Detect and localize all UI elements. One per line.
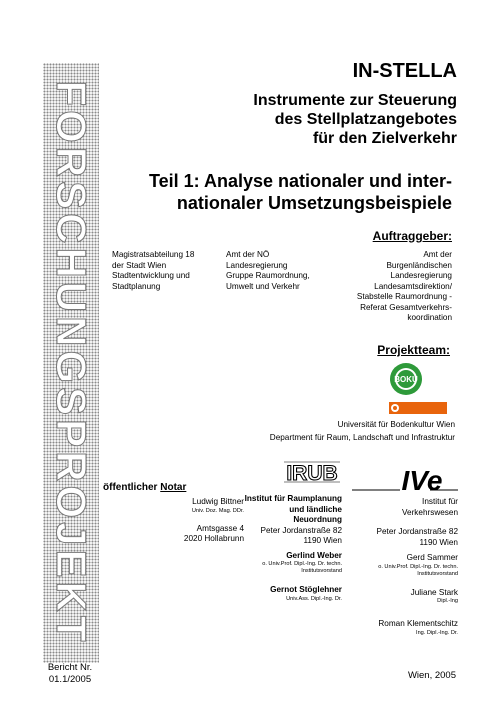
ive-person-1-title: o. Univ.Prof. Dipl.-Ing. Dr. techn. <box>378 563 458 570</box>
client-col-2-line: Gruppe Raumordnung, <box>226 271 310 280</box>
ive-address-2: 1190 Wien <box>419 537 458 547</box>
boku-logo <box>386 360 450 416</box>
client-col-2-line: Umwelt und Verkehr <box>226 281 300 291</box>
client-col-3-line: koordination <box>407 313 452 322</box>
notary-block <box>100 497 244 545</box>
irub-person-2-name: Gernot Stöglehner <box>270 585 342 594</box>
subtitle-line-2: des Stellplatzangebotes <box>274 111 457 128</box>
client-col-3-line: Amt der <box>423 250 452 259</box>
ive-person-2-name: Juliane Stark <box>410 587 458 597</box>
irub-logo-graphic <box>284 456 340 488</box>
client-col-1 <box>112 250 224 292</box>
irub-logo <box>284 456 340 488</box>
team-heading: Projektteam: <box>377 343 450 357</box>
client-col-3-line: Burgenländischen <box>386 260 452 270</box>
ive-logo-graphic <box>350 462 460 496</box>
notary-address-2: 2020 Hollabrunn <box>183 534 244 543</box>
ive-block <box>328 497 458 637</box>
notary-heading <box>103 482 186 493</box>
side-band-text: FORSCHUNGSPROJEKT <box>48 80 95 646</box>
subtitle-line-3: für den Zielverkehr <box>312 130 457 147</box>
client-col-1-line: Magistratsabteilung 18 <box>112 250 195 259</box>
irub-logo-text: IRUB <box>286 462 338 485</box>
university-name: Universität für Bodenkultur Wien <box>337 420 455 429</box>
ive-person-1-title: Institutsvorstand <box>417 570 458 577</box>
report-number <box>38 662 102 686</box>
place-date: Wien, 2005 <box>407 670 456 681</box>
client-col-3-line: Landesamtsdirektion/ <box>374 281 452 291</box>
irub-address-2: 1190 Wien <box>303 536 342 545</box>
boku-logo-graphic <box>386 360 450 416</box>
client-col-1-line: Stadtentwicklung und <box>112 271 190 280</box>
client-col-3-line: Referat Gesamtverkehrs- <box>360 302 452 312</box>
irub-person-2-title: Univ.Ass. Dipl.-Ing. Dr. <box>286 595 342 602</box>
ive-logo <box>350 462 460 496</box>
irub-person-1-title: Institutsvorstand <box>301 568 342 574</box>
ive-person-3-name: Roman Klementschitz <box>378 619 458 628</box>
client-heading: Auftraggeber: <box>372 229 452 243</box>
client-col-3-line: Stabstelle Raumordnung - <box>356 292 452 301</box>
client-col-3 <box>332 250 452 324</box>
main-title: IN-STELLA <box>352 60 457 82</box>
notary-title: Univ. Doz. Mag. DDr. <box>191 507 244 514</box>
notary-heading-prefix: öffentlicher <box>103 482 158 493</box>
ive-person-3-title: Ing. Dipl.-Ing. Dr. <box>416 629 458 636</box>
ive-person-1-name: Gerd Sammer <box>406 553 458 562</box>
subtitle-line-1: Instrumente zur Steuerung <box>253 92 457 109</box>
side-band <box>43 63 99 663</box>
irub-line-1: Institut für Raumplanung <box>244 494 342 503</box>
university-block <box>195 420 455 443</box>
irub-person-1-title: o. Univ.Prof. Dipl.-Ing. Dr. techn. <box>262 561 342 567</box>
part-title-line-2: nationaler Umsetzungsbeispiele <box>176 193 452 213</box>
irub-address-1: Peter Jordanstraße 82 <box>260 525 342 535</box>
department-name: Department für Raum, Landschaft und Infrastruktur <box>269 432 455 442</box>
irub-person-1-name: Gerlind Weber <box>286 550 342 560</box>
notary-heading-notar: Notar <box>160 482 187 493</box>
ive-person-2-title: Dipl.-Ing <box>437 598 458 604</box>
client-col-2-line: Amt der NÖ <box>226 250 270 259</box>
notary-name: Ludwig Bittner <box>192 497 244 506</box>
report-number-value: 01.1/2005 <box>48 674 92 685</box>
client-col-2-line: Landesregierung <box>226 260 288 270</box>
ive-line-2: Verkehrswesen <box>402 507 458 517</box>
boku-logo-text: BOKU <box>394 375 418 384</box>
ive-line-1: Institut für <box>422 497 458 506</box>
irub-line-2: und ländliche <box>289 504 342 514</box>
part-title-line-1: Teil 1: Analyse nationaler und inter- <box>148 171 452 191</box>
notary-address-1: Amtsgasse 4 <box>196 523 244 533</box>
ive-logo-text: IVe <box>401 465 443 496</box>
report-number-label: Bericht Nr. <box>47 662 93 673</box>
irub-block <box>232 494 342 603</box>
part-title <box>72 170 452 214</box>
client-col-3-line: Landesregierung <box>390 271 452 280</box>
ive-address-1: Peter Jordanstraße 82 <box>376 527 458 536</box>
client-col-1-line: Stadtplanung <box>112 281 161 291</box>
client-col-2 <box>226 250 336 292</box>
irub-line-3: Neuordnung <box>293 515 342 524</box>
client-col-1-line: der Stadt Wien <box>112 260 167 270</box>
title-block <box>97 60 457 148</box>
